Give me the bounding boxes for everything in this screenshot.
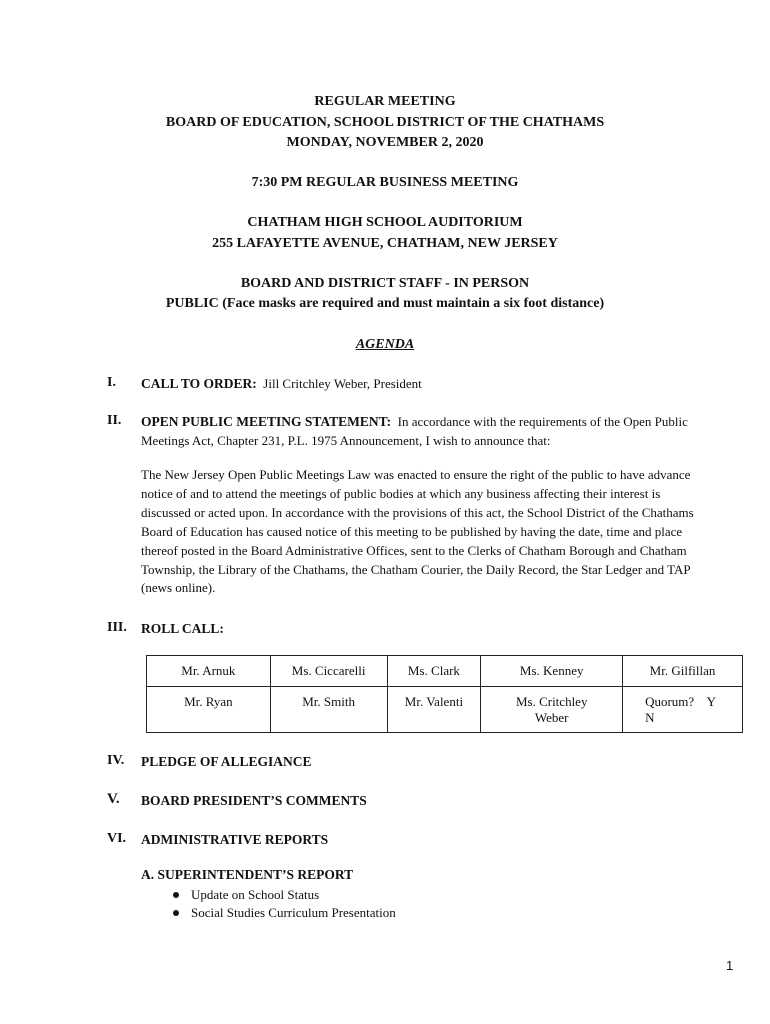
item-i-numeral: I. — [107, 375, 116, 390]
list-item — [173, 886, 319, 904]
item-call-to-order-text: Jill Critchley Weber, President — [263, 376, 422, 391]
header-attendance-public: PUBLIC (Face masks are required and must maintain a six foot distance) — [165, 296, 605, 311]
roll-call-table — [146, 655, 743, 733]
list-item — [173, 904, 396, 922]
table-row — [147, 687, 743, 733]
bullet-icon — [173, 910, 179, 916]
roll-call-cell: Mr. Ryan — [147, 687, 271, 733]
quorum-cell — [623, 687, 743, 733]
item-roll-call — [141, 619, 741, 638]
paragraph-line: Township, the Library of the Chathams, the Chatham Courier, the Daily Record, the Star Ledger and TAP — [141, 561, 691, 577]
paragraph-line: thereof posted in the Board Administrative Offices, sent to the Clerks of Chatham Borough and Chatham — [141, 542, 687, 558]
page-number: 1 — [726, 958, 734, 973]
item-call-to-order-title: CALL TO ORDER: — [141, 376, 257, 391]
paragraph-line: notice of and to attend the meetings of public bodies at which any business affecting their interest is — [141, 485, 661, 501]
header-attendance-staff: BOARD AND DISTRICT STAFF - IN PERSON — [240, 276, 530, 291]
item-administrative-reports-title: ADMINISTRATIVE REPORTS — [141, 832, 329, 847]
item-president-comments-title: BOARD PRESIDENT’S COMMENTS — [141, 793, 367, 808]
table-row — [147, 656, 743, 687]
header-meeting-type: REGULAR MEETING — [314, 94, 456, 109]
item-ii-numeral: II. — [107, 413, 122, 428]
quorum-label: Quorum? Y — [645, 694, 717, 709]
quorum-no: N — [645, 710, 655, 725]
roll-call-cell: Mr. Smith — [270, 687, 387, 733]
paragraph-line: Board of Education has caused notice of this meeting to be published by having the date, time and place — [141, 523, 683, 539]
paragraph-line: (news online). — [141, 580, 216, 596]
item-call-to-order — [141, 374, 741, 393]
header-date: MONDAY, NOVEMBER 2, 2020 — [286, 135, 484, 150]
item-vi-numeral: VI. — [107, 831, 127, 846]
item-roll-call-title: ROLL CALL: — [141, 621, 224, 636]
agenda-heading-text: AGENDA — [355, 337, 415, 352]
agenda-heading — [0, 336, 770, 354]
open-public-meetings-paragraph — [141, 466, 741, 598]
item-open-public-meeting-text-2: Meetings Act, Chapter 231, P.L. 1975 Announcement, I wish to announce that: — [141, 433, 551, 448]
item-iii-numeral: III. — [107, 620, 127, 635]
paragraph-line: The New Jersey Open Public Meetings Law was enacted to ensure the right of the public to have advance — [141, 467, 691, 482]
item-president-comments — [141, 791, 741, 810]
item-open-public-meeting — [141, 412, 741, 450]
list-item-text: Social Studies Curriculum Presentation — [191, 905, 396, 920]
header-time: 7:30 PM REGULAR BUSINESS MEETING — [251, 175, 519, 190]
list-item-text: Update on School Status — [191, 887, 320, 902]
roll-call-cell: Ms. Clark — [387, 656, 481, 687]
roll-call-cell: Ms. Kenney — [481, 656, 623, 687]
header-location-address: 255 LAFAYETTE AVENUE, CHATHAM, NEW JERSEY — [212, 236, 558, 251]
roll-call-cell: Ms. Ciccarelli — [270, 656, 387, 687]
roll-call-cell: Mr. Gilfillan — [623, 656, 743, 687]
item-pledge-title: PLEDGE OF ALLEGIANCE — [141, 754, 312, 769]
item-open-public-meeting-text-1: In accordance with the requirements of the Open Public — [397, 414, 688, 429]
roll-call-cell: Mr. Valenti — [387, 687, 481, 733]
bullet-icon — [173, 892, 179, 898]
roll-call-name-line: Weber — [534, 710, 569, 725]
item-pledge — [141, 752, 741, 771]
item-open-public-meeting-title: OPEN PUBLIC MEETING STATEMENT: — [141, 414, 392, 429]
item-administrative-reports — [141, 830, 741, 849]
paragraph-line: discussed or acted upon. In accordance with the provisions of this act, the School District of the Chathams — [141, 504, 694, 520]
item-v-numeral: V. — [107, 791, 120, 807]
item-iv-numeral: IV. — [107, 753, 125, 768]
roll-call-cell: Mr. Arnuk — [147, 656, 271, 687]
superintendent-report-heading: A. SUPERINTENDENT’S REPORT — [141, 867, 354, 882]
header-location-name: CHATHAM HIGH SCHOOL AUDITORIUM — [247, 215, 523, 230]
roll-call-cell — [481, 687, 623, 733]
roll-call-name-line: Ms. Critchley — [515, 694, 588, 709]
header-board-name: BOARD OF EDUCATION, SCHOOL DISTRICT OF THE CHATHAMS — [165, 115, 605, 130]
